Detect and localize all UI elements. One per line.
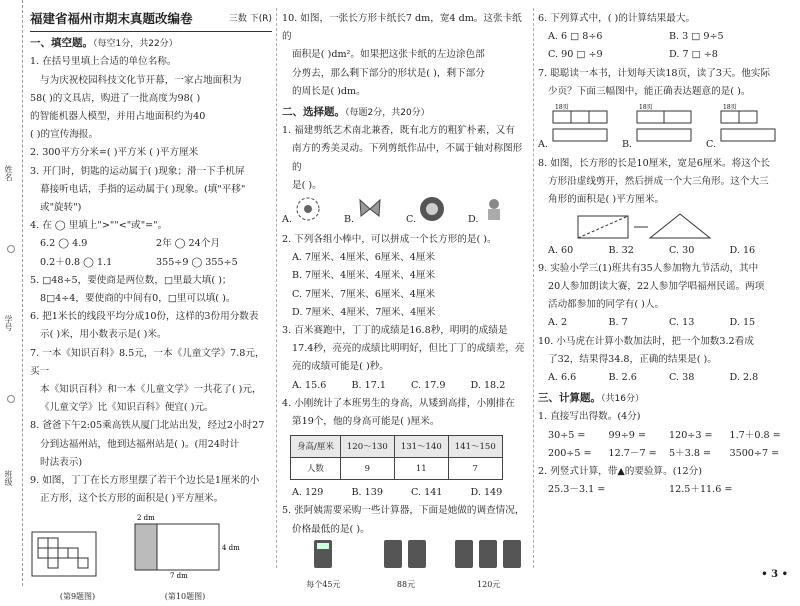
option[interactable]: C. 17.9 xyxy=(411,379,446,391)
figure-caption: (第9题图) xyxy=(59,591,96,601)
option[interactable]: C. 38 xyxy=(669,372,695,384)
question: 1. 直接写出得数。(4分) xyxy=(538,411,641,423)
question-line: 南方的秀美灵动。下列剪纸作品中，不属于轴对称图形的 xyxy=(292,143,523,173)
subtitle-text: 三数 下(R) xyxy=(228,14,272,24)
option[interactable]: D. 16 xyxy=(729,244,756,256)
figure-caption: (第10题图) xyxy=(164,591,206,601)
option[interactable]: B. 17.1 xyxy=(351,379,387,391)
question: 7. 聪聪读一本书，计划每天读18页，读了3天。他实际 xyxy=(538,67,770,79)
option-line[interactable]: A. 7厘米、4厘米、6厘米、4厘米 xyxy=(292,252,435,264)
question: 10. 如图，一张长方形卡纸长7 dm，宽4 dm。这张卡纸的 xyxy=(282,13,522,43)
option-a[interactable] xyxy=(538,101,622,155)
papercut-flower-icon xyxy=(295,196,321,222)
question: 3. 百米赛跑中，丁丁的成绩是16.8秒，明明的成绩是 xyxy=(282,325,508,337)
section-heading xyxy=(30,34,272,53)
rectangle-card-figure xyxy=(125,510,240,580)
question: 9. 如图，丁丁在长方形里摆了若干个边长是1厘米的小 xyxy=(30,475,260,487)
table-cell: 11 xyxy=(394,458,448,480)
bar-label: 18页 xyxy=(723,104,737,112)
table-cell: 7 xyxy=(448,458,502,480)
exam-title xyxy=(30,10,272,32)
compare-item: 6.2 ◯ 4.9 xyxy=(40,238,88,250)
option-letter: D. xyxy=(468,214,479,226)
options-row xyxy=(538,314,790,332)
option[interactable]: C. 13 xyxy=(669,317,695,329)
option-letter: C. xyxy=(406,214,417,226)
question-line: 或"旋转") xyxy=(40,202,82,214)
heading-note: （每题2分，共20分） xyxy=(345,108,430,119)
dim-label: 7 dm xyxy=(170,572,188,581)
question-line: 是( )。 xyxy=(292,179,322,191)
calculator-pair-icon xyxy=(382,539,430,569)
table-header: 身高/厘米 xyxy=(291,436,341,458)
bar-label: 18页 xyxy=(555,104,569,112)
option[interactable]: A. 129 xyxy=(292,487,324,499)
papercut-round-icon xyxy=(419,196,445,222)
bar-model-b xyxy=(635,101,695,147)
heading-text: 三、计算题。 xyxy=(538,392,601,405)
column-divider xyxy=(533,8,534,568)
calc-item: 5＋3.8 = xyxy=(669,447,712,459)
compare-row xyxy=(30,254,272,272)
price-caption: 88元 xyxy=(396,580,416,590)
option[interactable]: B. 3 □ 9÷5 xyxy=(669,31,724,43)
student-id-label: 学号 xyxy=(4,315,13,331)
table-header: 141～150 xyxy=(448,436,502,458)
option[interactable]: A. 15.6 xyxy=(292,379,327,391)
page-number: • 3 • xyxy=(761,569,788,580)
option-b[interactable] xyxy=(622,101,706,155)
question-line: 幕接听电话，手指的运动属于( )现象。(填"平移" xyxy=(40,183,246,195)
question-line: 示( )米，用小数表示是( )米。 xyxy=(40,329,167,341)
binding-margin xyxy=(0,0,23,586)
option[interactable]: A. 60 xyxy=(548,244,574,256)
papercut-options xyxy=(282,195,530,231)
class-label: 班级 xyxy=(4,470,13,486)
heading-text: 一、填空题。 xyxy=(30,37,93,50)
question-line: 亮的成绩可能是( )秒。 xyxy=(292,361,389,373)
bar-model-a xyxy=(551,101,611,147)
question-line: ( )的宣传海报。 xyxy=(30,129,99,141)
option-letter: C. xyxy=(706,139,717,151)
column-1 xyxy=(30,10,272,606)
option[interactable]: B. 2.6 xyxy=(608,372,637,384)
price-caption: 每个45元 xyxy=(306,580,341,590)
question: 9. 实验小学三(1)班共有35人参加物九节活动，其中 xyxy=(538,262,759,274)
question-line: 与为庆祝校园科技文化节开幕，一家占地面积为 xyxy=(40,74,242,86)
question-line: 了32，结果得34.8，正确的结果是( )。 xyxy=(548,353,717,365)
calc-item: 120÷3 = xyxy=(669,429,713,441)
bar-model-options xyxy=(538,101,790,155)
question-line: 正方形，这个长方形的面积是( )平方厘米。 xyxy=(40,493,224,505)
question-line: 价格最低的是( )。 xyxy=(292,523,370,535)
option-b[interactable] xyxy=(344,196,406,229)
square-tiles-figure xyxy=(30,530,100,580)
price-caption: 120元 xyxy=(477,580,501,590)
calc-item: 12.7－7 = xyxy=(608,447,657,459)
calc-row xyxy=(538,445,790,463)
column-3 xyxy=(538,10,790,499)
options-row xyxy=(282,377,530,395)
question: 3. 开门时，钥匙的运动属于( )现象；滑一下手机屏 xyxy=(30,165,245,177)
section-heading xyxy=(538,389,790,408)
question: 5. □48÷5，要使商是两位数，□里最大填( )； xyxy=(30,274,232,286)
option[interactable]: D. 7 □ ÷8 xyxy=(669,49,718,61)
option[interactable]: A. 6.6 xyxy=(548,372,577,384)
section-heading xyxy=(282,103,530,122)
question-line: 8□4÷4，要使商的中间有0，□里可以填( )。 xyxy=(40,293,236,305)
question: 10. 小马虎在计算小数加法时，把一个加数3.2看成 xyxy=(538,335,754,347)
question-line: 分到达福州站，他到达福州站是( )。(用24时计 xyxy=(40,438,240,450)
binding-hole xyxy=(7,395,15,403)
question-line: 角形的面积是( )平方厘米。 xyxy=(548,194,665,206)
binding-hole xyxy=(7,245,15,253)
papercut-figure-icon xyxy=(481,196,507,222)
bar-model-c xyxy=(719,101,779,147)
figure-10 xyxy=(125,510,245,605)
rectangle-to-triangle-figure xyxy=(538,210,718,242)
calc-item: 25.3－3.1 = xyxy=(548,484,606,496)
question: 8. 如图，长方形的长是10厘米，宽是6厘米。将这个长 xyxy=(538,158,770,170)
calc-row xyxy=(538,481,790,499)
option[interactable]: D. 18.2 xyxy=(470,379,506,391)
question-line: 本《知识百科》和一本《儿童文学》一共花了( )元， xyxy=(40,384,262,396)
option-c[interactable] xyxy=(406,196,468,229)
question-line: 时法表示) xyxy=(40,456,83,468)
option-letter: B. xyxy=(622,139,633,151)
option-line[interactable]: B. 7厘米、4厘米、4厘米、4厘米 xyxy=(292,270,436,282)
calc-item: 99÷9 = xyxy=(608,429,646,441)
question: 4. 小刚统计了本班男生的身高，从矮到高排，小刚排在 xyxy=(282,397,515,409)
question-line: 17.4秒，亮亮的成绩比明明好，但比丁丁的成绩差，亮 xyxy=(292,343,525,355)
height-table xyxy=(290,435,503,480)
calc-item: 30÷5 = xyxy=(548,429,586,441)
heading-text: 二、选择题。 xyxy=(282,106,345,119)
options-row xyxy=(538,46,790,64)
calc-row xyxy=(538,427,790,445)
question: 1. 在括号里填上合适的单位名称。 xyxy=(30,56,177,68)
calc-item: 1.7＋0.8 = xyxy=(729,429,781,441)
title-text: 福建省福州市期末真题改编卷 xyxy=(30,11,193,26)
option-c[interactable] xyxy=(706,101,790,155)
dim-label: 4 dm xyxy=(222,544,240,553)
table-cell: 9 xyxy=(340,458,394,480)
option-letter: A. xyxy=(282,214,292,226)
bar-label: 18页 xyxy=(639,104,653,112)
option[interactable]: A. 2 xyxy=(548,317,568,329)
question: 5. 张阿姨需要采购一些计算器，下面是她做的调查情况， xyxy=(282,505,525,517)
option[interactable]: C. 90 □ ÷9 xyxy=(548,49,603,61)
compare-item: 355÷9 ◯ 355÷5 xyxy=(156,256,238,268)
table-cell: 人数 xyxy=(291,458,341,480)
option-a[interactable] xyxy=(282,196,344,229)
question-line: 《儿童文学》比《知识百科》便宜( )元。 xyxy=(40,402,214,414)
option[interactable]: D. 15 xyxy=(729,317,756,329)
question: 1. 福建剪纸艺术南北兼香，既有北方的粗犷朴素，又有 xyxy=(282,125,515,137)
option-line[interactable]: C. 7厘米、7厘米、6厘米、4厘米 xyxy=(292,288,436,300)
question-line: 58( )的文具店，购进了一批高度为98( ) xyxy=(30,92,201,104)
question-line: 第19个，他的身高可能是( )厘米。 xyxy=(292,416,440,428)
option[interactable]: C. 141 xyxy=(411,487,443,499)
option[interactable]: B. 139 xyxy=(351,487,383,499)
question: 7. 一本《知识百科》8.5元，一本《儿童文学》7.8元，买一 xyxy=(30,347,265,377)
option[interactable]: B. 7 xyxy=(608,317,628,329)
question-line: 活动都参加的同学有( )人。 xyxy=(548,299,665,311)
options-row xyxy=(538,28,790,46)
option[interactable]: D. 2.8 xyxy=(729,372,759,384)
options-row xyxy=(538,369,790,387)
heading-note: （每空1分，共22分） xyxy=(93,39,178,50)
question: 8. 爸爸下午2:05乘高铁从厦门北站出发，经过2小时27 xyxy=(30,420,265,432)
calc-item: 12.5＋11.6 = xyxy=(669,484,733,496)
question-line: 少页？下面三幅图中，能正确表达题意的是( )。 xyxy=(548,85,751,97)
calc-item: 200÷5 = xyxy=(548,447,592,459)
question: 6. 把1米长的线段平均分成10份，这样的3份用分数表 xyxy=(30,311,259,323)
option-d[interactable] xyxy=(468,196,530,229)
column-2 xyxy=(282,10,530,594)
options-row xyxy=(538,242,790,260)
question: 4. 在 ◯ 里填上">""<"或"="。 xyxy=(30,220,168,232)
calculator-triple-icon xyxy=(453,539,525,569)
question: 6. 下列算式中，( )的计算结果最大。 xyxy=(538,13,696,24)
option[interactable]: C. 30 xyxy=(669,244,695,256)
option-line[interactable]: D. 7厘米、4厘米、7厘米、4厘米 xyxy=(292,306,436,318)
question-line: 面积是( )dm²。如果把这张卡纸的左边涂色部 xyxy=(292,49,485,61)
figure-8 xyxy=(538,210,790,242)
figures-row xyxy=(30,510,272,605)
question: 2. 下列各组小棒中，可以拼成一个长方形的是( )。 xyxy=(282,234,497,246)
dim-label: 2 dm xyxy=(137,514,155,523)
question: 2. 300平方分米=( )平方米 ( )平方厘米 xyxy=(30,147,199,159)
question: 2. 列竖式计算，带▲的要验算。(12分) xyxy=(538,466,702,478)
question-line: 方形沿虚线剪开，然后拼成一个大三角形。这个大三 xyxy=(548,176,769,188)
question-line: 的周长是( )dm。 xyxy=(292,85,366,97)
table-header: 131～140 xyxy=(394,436,448,458)
option[interactable]: D. 149 xyxy=(470,487,503,499)
calc-item: 3500÷7 = xyxy=(729,447,780,459)
question-line: 分剪去，那么剩下部分的形状是( )，剩下部分 xyxy=(292,67,485,79)
calculator-icon xyxy=(312,539,334,569)
column-divider xyxy=(276,8,277,568)
compare-row xyxy=(30,235,272,253)
question-line: 20人参加朗读大赛，22人参加学唱福州民谣。两项 xyxy=(548,281,765,293)
option[interactable]: B. 32 xyxy=(608,244,634,256)
papercut-butterfly-icon xyxy=(357,196,383,222)
figure-9 xyxy=(30,530,125,605)
compare-item: 2年 ◯ 24个月 xyxy=(156,238,220,250)
heading-note: （共16分） xyxy=(601,394,644,405)
compare-item: 0.2＋0.8 ◯ 1.1 xyxy=(40,256,113,268)
table-header: 120～130 xyxy=(340,436,394,458)
options-row xyxy=(282,484,530,502)
option-letter: A. xyxy=(538,139,548,151)
option[interactable]: A. 6 □ 8÷6 xyxy=(548,31,603,43)
question-line: 的智能机器人模型，并用占地面积约为40 xyxy=(30,111,206,123)
name-label: 姓名 xyxy=(4,165,13,181)
option-letter: B. xyxy=(344,214,355,226)
